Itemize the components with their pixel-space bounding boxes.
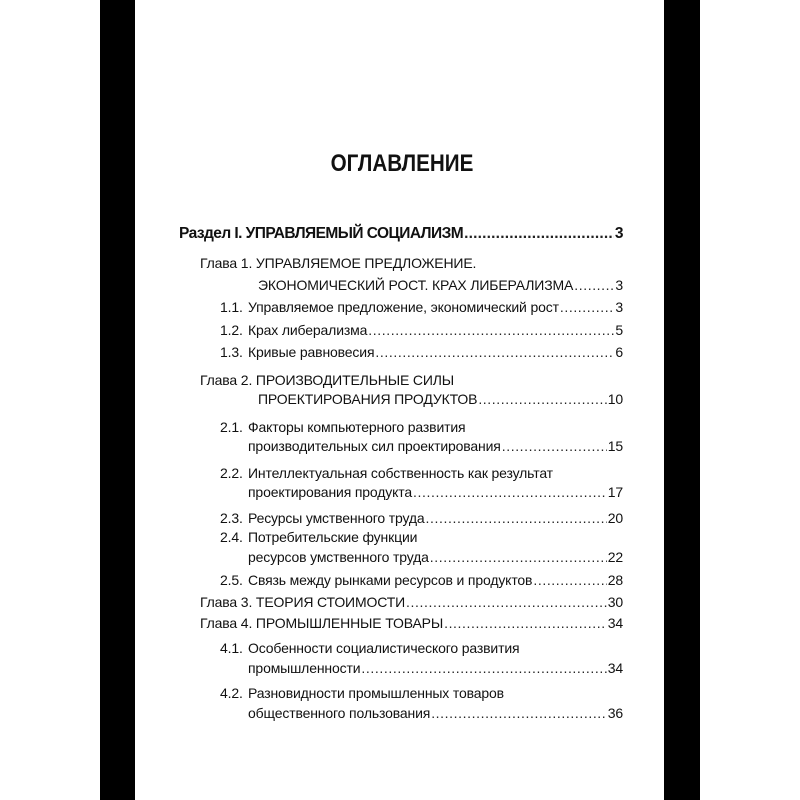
toc-item-number: 2.1.: [220, 419, 243, 435]
dot-leader: [413, 482, 607, 502]
toc-item-text: Крах либерализма: [248, 322, 368, 338]
toc-item-text: Связь между рынками ресурсов и продуктов: [248, 572, 533, 588]
toc-chapter-1-title-line1[interactable]: Глава 1. УПРАВЛЯЕМОЕ ПРЕДЛОЖЕНИЕ.: [200, 255, 477, 271]
toc-page-number: 30: [607, 594, 623, 610]
dot-leader: [464, 224, 614, 244]
toc-item-text: проектирования продукта: [248, 484, 413, 500]
toc-item-number: 1.3.: [220, 344, 243, 360]
toc-item-2-5[interactable]: [248, 570, 623, 590]
toc-section-label: Раздел I. УПРАВЛЯЕМЫЙ СОЦИАЛИЗМ: [179, 225, 464, 242]
toc-item-number: 1.1.: [220, 299, 243, 315]
dot-leader: [430, 547, 607, 567]
toc-item-4-2[interactable]: [248, 703, 623, 723]
toc-item-text: общественного пользования: [248, 705, 431, 721]
dot-leader: [478, 389, 606, 409]
dot-leader: [368, 320, 614, 340]
toc-item-text: ресурсов умственного труда: [248, 549, 429, 565]
toc-page-number: 17: [607, 484, 623, 500]
toc-item-text-line1[interactable]: Факторы компьютерного развития: [248, 419, 466, 435]
toc-chapter-3-entry[interactable]: [200, 592, 623, 612]
toc-item-4-1[interactable]: [248, 658, 623, 678]
toc-item-1-2[interactable]: [248, 320, 623, 340]
toc-chapter-4-title: Глава 4. ПРОМЫШЛЕННЫЕ ТОВАРЫ: [200, 615, 444, 631]
toc-item-2-2[interactable]: [248, 482, 623, 502]
toc-section-entry[interactable]: [179, 224, 623, 244]
toc-item-number: 2.4.: [220, 529, 243, 545]
toc-item-text-line1[interactable]: Особенности социалистического развития: [248, 640, 520, 656]
dot-leader: [560, 297, 615, 317]
toc-item-2-3[interactable]: [248, 508, 623, 528]
toc-item-number: 4.1.: [220, 640, 243, 656]
toc-item-text: Ресурсы умственного труда: [248, 510, 425, 526]
dot-leader: [426, 508, 607, 528]
toc-item-text-line1[interactable]: Потребительские функции: [248, 529, 418, 545]
toc-chapter-2-title-line2: ПРОЕКТИРОВАНИЯ ПРОДУКТОВ: [258, 391, 478, 407]
toc-item-text-line1[interactable]: Интеллектуальная собственность как результат: [248, 465, 553, 481]
toc-item-number: 2.3.: [220, 510, 243, 526]
right-border-band: [664, 0, 700, 800]
toc-item-2-1[interactable]: [248, 436, 623, 456]
toc-page-number: 5: [615, 322, 623, 338]
dot-leader: [375, 342, 614, 362]
toc-chapter-2-title-line1[interactable]: Глава 2. ПРОИЗВОДИТЕЛЬНЫЕ СИЛЫ: [200, 372, 455, 388]
toc-page-number: 20: [607, 510, 623, 526]
toc-page-number: 22: [607, 549, 623, 565]
toc-chapter-1-entry[interactable]: [258, 275, 623, 295]
dot-leader: [444, 613, 607, 633]
toc-page-number: 3: [615, 277, 623, 293]
toc-chapter-2-entry[interactable]: [258, 389, 623, 409]
toc-item-text-line1[interactable]: Разновидности промышленных товаров: [248, 685, 504, 701]
dot-leader: [574, 275, 614, 295]
toc-item-number: 4.2.: [220, 685, 243, 701]
toc-item-1-1[interactable]: [248, 297, 623, 317]
toc-item-number: 2.5.: [220, 572, 243, 588]
dot-leader: [361, 658, 606, 678]
toc-item-number: 2.2.: [220, 465, 243, 481]
toc-item-text: Кривые равновесия: [248, 344, 375, 360]
toc-page-number: 34: [607, 615, 623, 631]
toc-chapter-1-title-line2: ЭКОНОМИЧЕСКИЙ РОСТ. КРАХ ЛИБЕРАЛИЗМА: [258, 277, 574, 293]
toc-item-2-4[interactable]: [248, 547, 623, 567]
toc-page-number: 34: [607, 660, 623, 676]
toc-item-number: 1.2.: [220, 322, 243, 338]
toc-page-number: 15: [607, 438, 623, 454]
dot-leader: [431, 703, 607, 723]
toc-page-number: 28: [607, 572, 623, 588]
toc-item-1-3[interactable]: [248, 342, 623, 362]
toc-page-number: 6: [615, 344, 623, 360]
toc-page-number: 36: [607, 705, 623, 721]
dot-leader: [533, 570, 606, 590]
dot-leader: [406, 592, 607, 612]
left-border-band: [100, 0, 135, 800]
page-title: ОГЛАВЛЕНИЕ: [330, 150, 474, 177]
toc-item-text: производительных сил проектирования: [248, 438, 501, 454]
toc-item-text: промышленности: [248, 660, 361, 676]
toc-chapter-4-entry[interactable]: [200, 613, 623, 633]
dot-leader: [502, 436, 607, 456]
toc-item-text: Управляемое предложение, экономический рост: [248, 299, 559, 315]
toc-page-number: 10: [607, 391, 623, 407]
toc-chapter-3-title: Глава 3. ТЕОРИЯ СТОИМОСТИ: [200, 594, 406, 610]
toc-page-number: 3: [614, 225, 623, 242]
toc-page-number: 3: [615, 299, 623, 315]
